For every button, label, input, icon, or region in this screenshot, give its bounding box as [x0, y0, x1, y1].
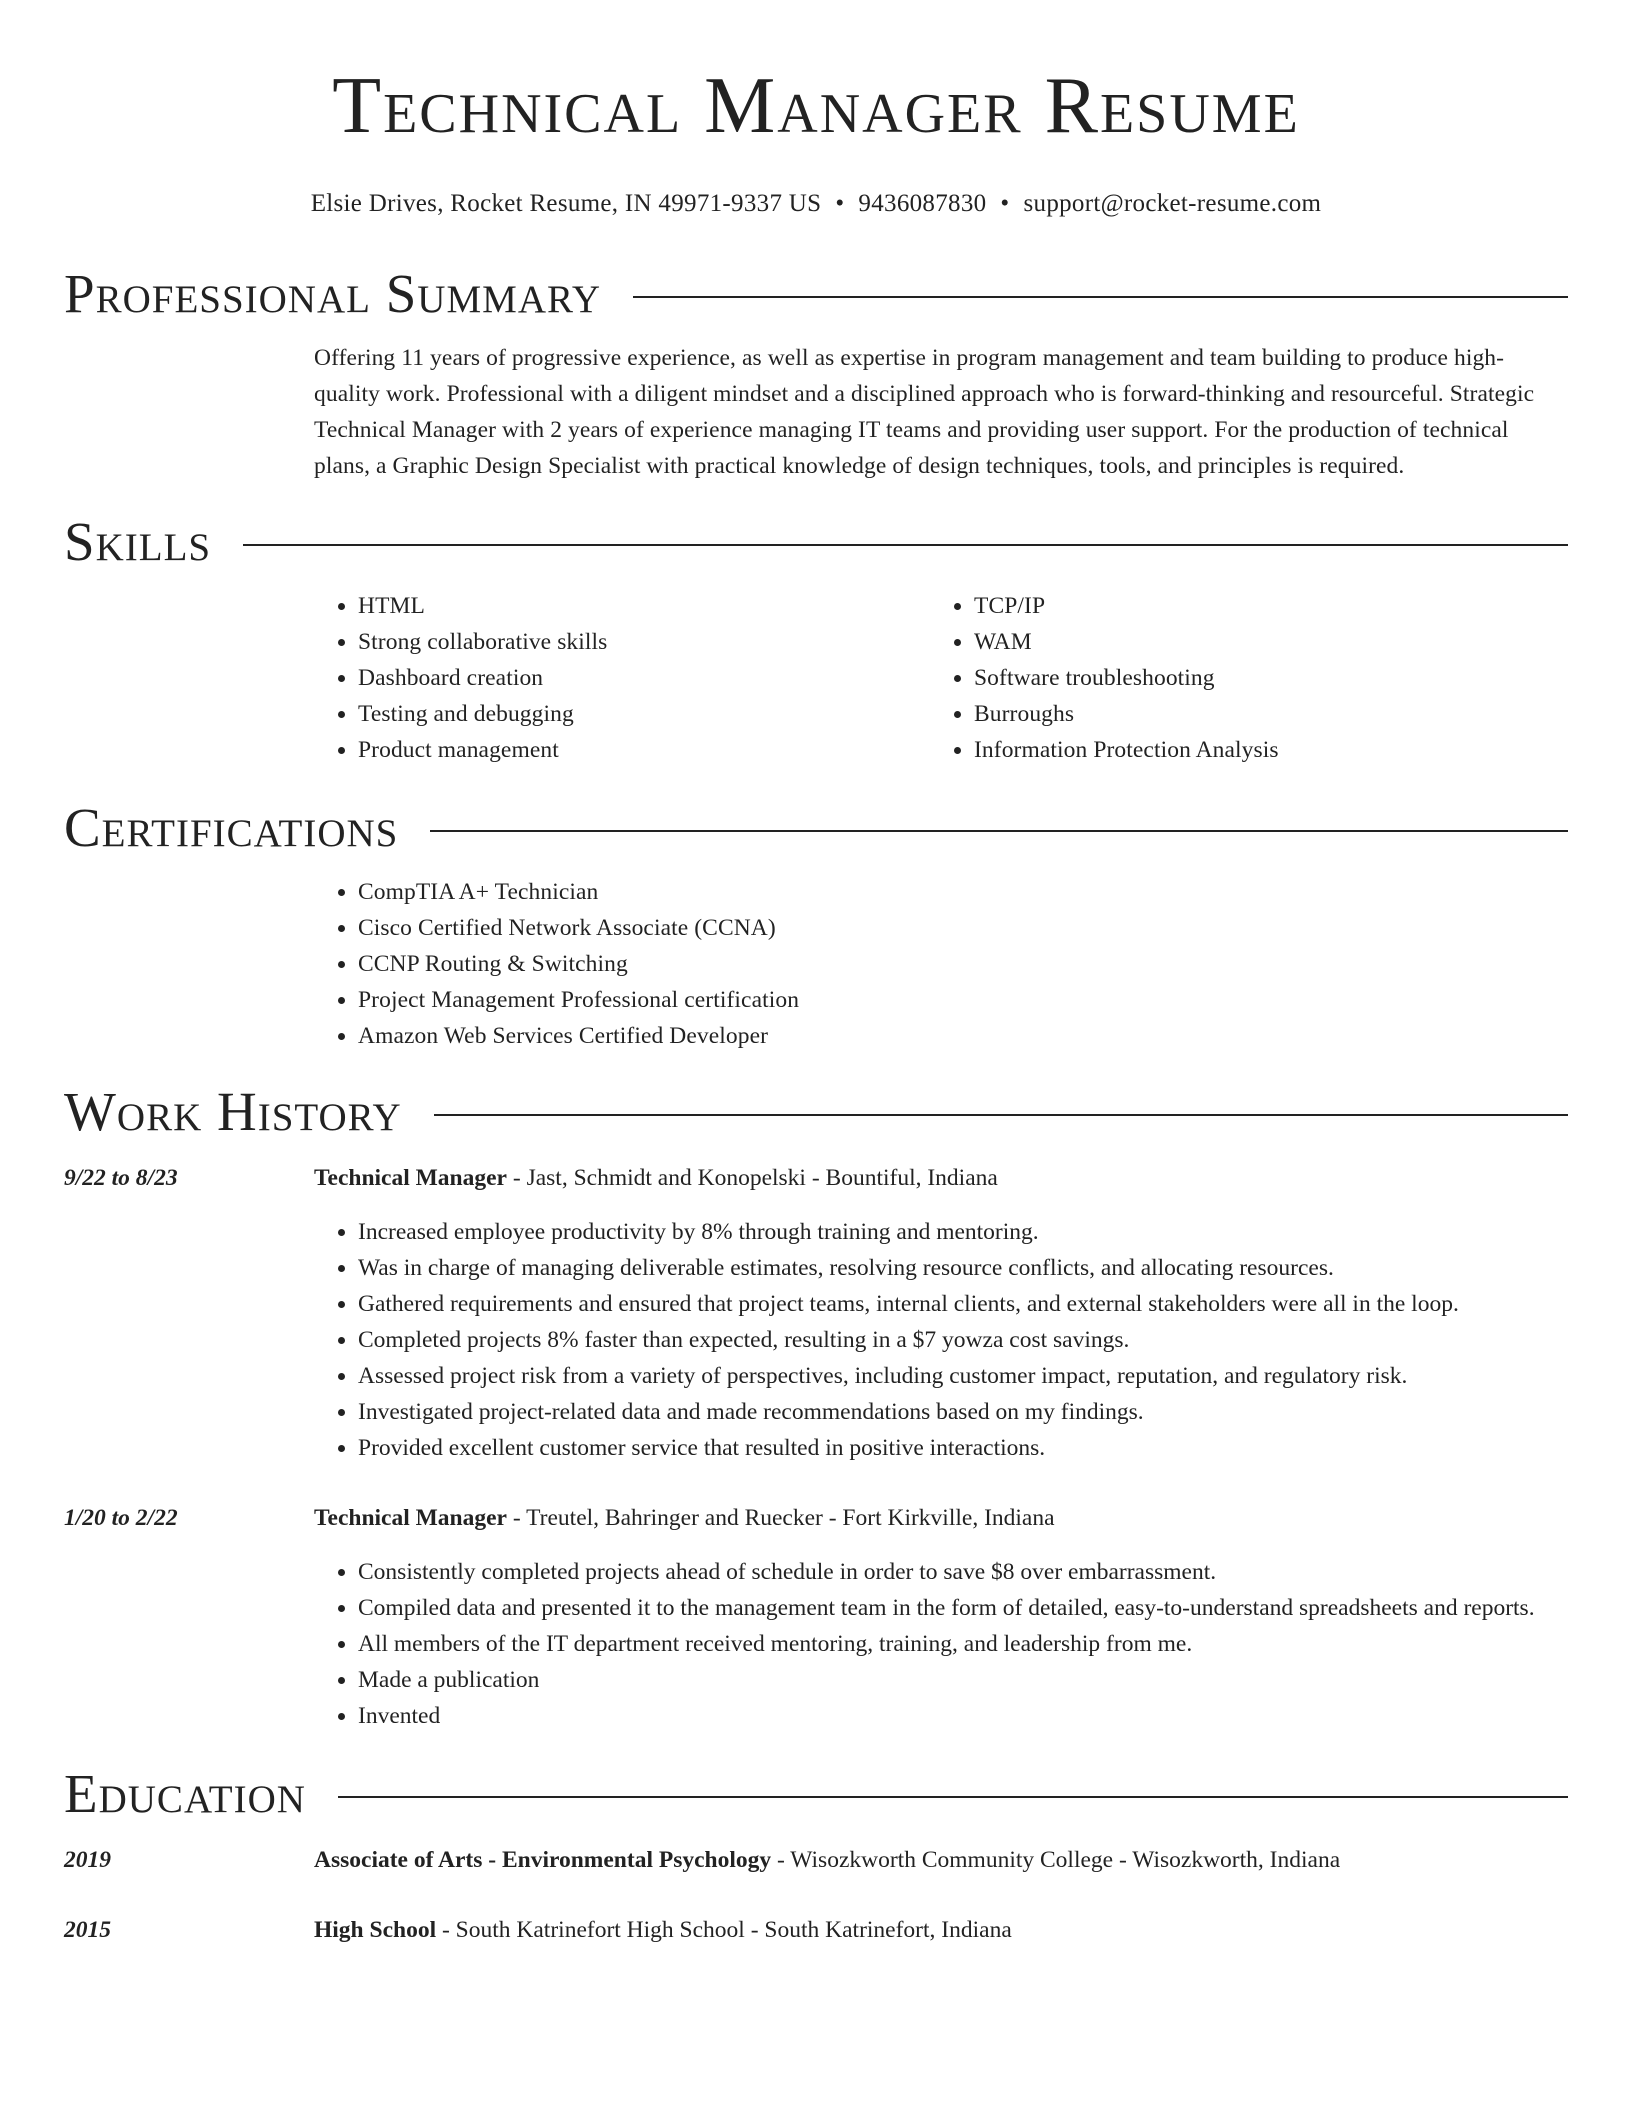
summary-body	[314, 340, 1568, 484]
contact-email[interactable]: support@rocket-resume.com	[1023, 190, 1322, 217]
job-bullet: • Invented	[358, 1698, 1568, 1734]
section-divider	[633, 296, 1568, 298]
skills-columns	[314, 588, 1568, 768]
certification-item: • Amazon Web Services Certified Developer	[358, 1018, 1568, 1054]
contact-phone: 9436087830	[858, 190, 987, 217]
education-year: 2019	[64, 1847, 111, 1873]
certification-item: • CCNP Routing & Switching	[358, 946, 1568, 982]
contact-separator: •	[835, 190, 845, 217]
contact-separator: •	[1000, 190, 1010, 217]
job-bullet: • Consistently completed projects ahead of schedule in order to save $8 over embarrassment.	[358, 1554, 1568, 1590]
job-bullets	[314, 1554, 1568, 1734]
certification-item: • Cisco Certified Network Associate (CCNA)	[358, 910, 1568, 946]
contact-address: Elsie Drives, Rocket Resume, IN 49971-9337 US	[310, 190, 822, 217]
job-employer: - Jast, Schmidt and Konopelski - Bountiful, Indiana	[507, 1165, 998, 1191]
job-dates: 9/22 to 8/23	[64, 1165, 178, 1191]
education-degree: Associate of Arts - Environmental Psychology	[314, 1847, 772, 1873]
job-bullets	[314, 1214, 1568, 1466]
skill-item: • Product management	[358, 732, 930, 768]
job-detail	[314, 1500, 1568, 1734]
certifications-section	[64, 796, 1568, 1054]
skill-item: • TCP/IP	[974, 588, 1546, 624]
job-bullet: • Was in charge of managing deliverable estimates, resolving resource conflicts, and allocating resources.	[358, 1250, 1568, 1286]
section-title: Education	[64, 1763, 306, 1824]
education-school: - South Katrinefort High School - South Katrinefort, Indiana	[436, 1917, 1012, 1943]
skills-section	[64, 510, 1568, 768]
job-title: Technical Manager	[314, 1165, 507, 1191]
job-bullet: • Provided excellent customer service that resulted in positive interactions.	[358, 1430, 1568, 1466]
section-divider	[434, 1114, 1568, 1116]
section-title: Professional Summary	[64, 263, 602, 324]
summary-text: Offering 11 years of progressive experience, as well as expertise in program management and team building to produce high-quality work. Professional with a diligent mindset and a disciplined approach who is forward-thinking and resourceful. Strategic Technical Manager with 2 years of experience managing IT teams and providing user support. For the production of technical plans, a Graphic Design Specialist with practical knowledge of design techniques, tools, and principles is required.	[314, 345, 1535, 479]
skills-list-right	[930, 588, 1546, 768]
job-employer: - Treutel, Bahringer and Ruecker - Fort Kirkville, Indiana	[507, 1505, 1055, 1531]
education-section	[64, 1762, 1568, 1948]
education-detail	[314, 1912, 1012, 1948]
section-header	[64, 1080, 1568, 1144]
certifications-body	[314, 874, 1568, 1054]
job-detail	[314, 1160, 1568, 1466]
section-header	[64, 262, 1568, 326]
skill-item: • Burroughs	[974, 696, 1546, 732]
summary-section	[64, 262, 1568, 484]
section-title: Certifications	[64, 797, 399, 858]
section-divider	[430, 830, 1568, 832]
resume-title: Technical Manager Resume	[332, 62, 1300, 150]
skill-item: • HTML	[358, 588, 930, 624]
education-entry	[64, 1912, 1568, 1948]
job-bullet: • Increased employee productivity by 8% through training and mentoring.	[358, 1214, 1568, 1250]
education-school: - Wisozkworth Community College - Wisozkworth, Indiana	[771, 1847, 1341, 1873]
job-heading	[314, 1500, 1568, 1536]
section-header	[64, 1762, 1568, 1826]
job-dates: 1/20 to 2/22	[64, 1505, 178, 1531]
section-title: Work History	[64, 1081, 402, 1142]
job-bullet: • Investigated project-related data and made recommendations based on my findings.	[358, 1394, 1568, 1430]
job-bullet: • Made a publication	[358, 1662, 1568, 1698]
certifications-list	[314, 874, 1568, 1054]
skill-item: • Software troubleshooting	[974, 660, 1546, 696]
section-title: Skills	[64, 511, 212, 572]
job-entry	[64, 1160, 1568, 1466]
skill-item: • Strong collaborative skills	[358, 624, 930, 660]
section-divider	[338, 1796, 1568, 1798]
skills-list-left	[314, 588, 930, 768]
education-detail	[314, 1842, 1340, 1878]
skill-item: • Information Protection Analysis	[974, 732, 1546, 768]
certification-item: • Project Management Professional certification	[358, 982, 1568, 1018]
skill-item: • Dashboard creation	[358, 660, 930, 696]
job-heading	[314, 1160, 1568, 1196]
education-entry	[64, 1842, 1568, 1878]
job-title: Technical Manager	[314, 1505, 507, 1531]
job-bullet: • Completed projects 8% faster than expected, resulting in a $7 yowza cost savings.	[358, 1322, 1568, 1358]
job-bullet: • Gathered requirements and ensured that project teams, internal clients, and external stakeholders were all in the loop.	[358, 1286, 1568, 1322]
job-entry	[64, 1500, 1568, 1734]
skill-item: • WAM	[974, 624, 1546, 660]
education-degree: High School	[314, 1917, 437, 1943]
skill-item: • Testing and debugging	[358, 696, 930, 732]
education-year: 2015	[64, 1917, 111, 1943]
section-header	[64, 510, 1568, 574]
section-header	[64, 796, 1568, 860]
job-bullet: • All members of the IT department received mentoring, training, and leadership from me.	[358, 1626, 1568, 1662]
job-bullet: • Assessed project risk from a variety of perspectives, including customer impact, reputation, and regulatory risk.	[358, 1358, 1568, 1394]
job-bullet: • Compiled data and presented it to the management team in the form of detailed, easy-to-understand spreadsheets and reports.	[358, 1590, 1568, 1626]
section-divider	[243, 544, 1568, 546]
certification-item: • CompTIA A+ Technician	[358, 874, 1568, 910]
contact-line	[64, 188, 1568, 220]
work-history-section	[64, 1080, 1568, 1734]
